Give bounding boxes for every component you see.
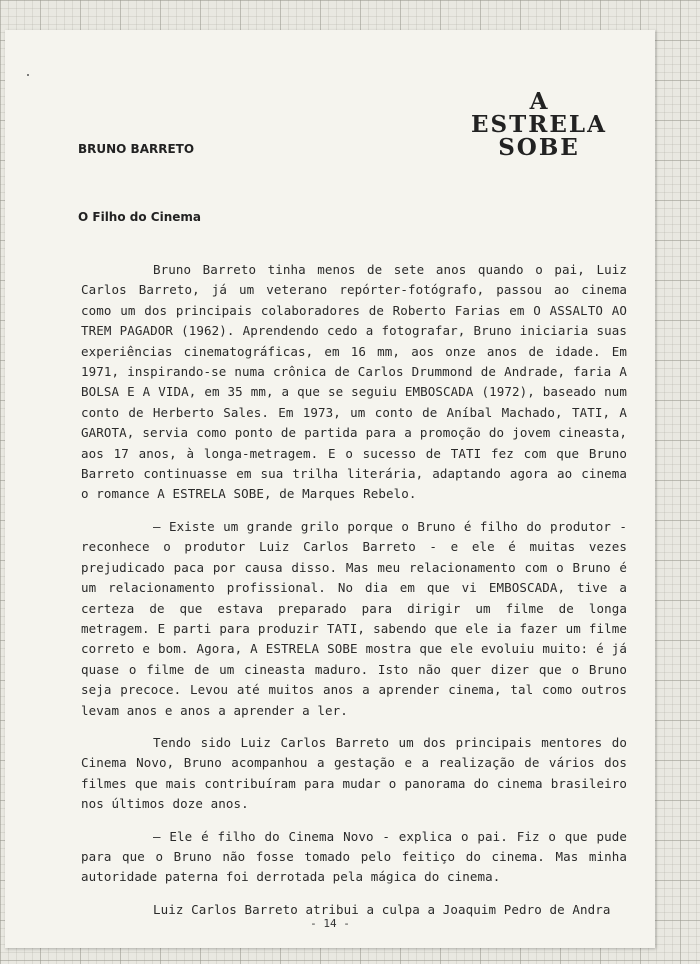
typed-page [5, 30, 655, 948]
paper-speck [27, 74, 29, 76]
title-logo [467, 90, 611, 159]
paragraph-2: — Existe um grande grilo porque o Bruno é filho do produtor - reconhece o produtor Luiz Carlos Barreto - e ele é muitas vezes prejudicado paca por causa disso. Mas meu relacionamento com o Bruno é um relacionamento profissional. No dia em que vi EMBOSCADA, tive a certeza de que estava preparado para dirigir um filme de longa metragem. E parti para produzir TATI, sabendo que ele ia fazer um filme correto e bom. Agora, A ESTRELA SOBE mostra que ele evoluiu muito: é já quase o filme de um cineasta maduro. Isto não quer dizer que o Bruno seja precoce. Levou até muitos anos a aprender cinema, tal como outros levam anos e anos a aprender a ler. [81, 518, 627, 718]
title-line-3: SOBE [498, 134, 580, 161]
title-line-2: ESTRELA [471, 111, 607, 138]
paragraph-5: Luiz Carlos Barreto atribui a culpa a Joaquim Pedro de Andra [153, 901, 611, 917]
paragraph-3: Tendo sido Luiz Carlos Barreto um dos principais mentores do Cinema Novo, Bruno acompanhou a gestação e a realização de vários dos filmes que mais contribuíram para mudar o panorama do cinema brasileiro nos últimos doze anos. [81, 734, 627, 812]
author-heading: BRUNO BARRETO [78, 142, 195, 156]
paragraph-1: Bruno Barreto tinha menos de sete anos quando o pai, Luiz Carlos Barreto, já um veterano repórter-fotógrafo, passou ao cinema como um dos principais colaboradores de Roberto Farias em O ASSALTO AO TREM PAGADOR (1962). Aprendendo cedo a fotografar, Bruno iniciaria suas experiências cinematográficas, em 16 mm, aos onze anos de idade. Em 1971, inspirando-se numa crônica de Carlos Drummond de Andrade, faria A BOLSA E A VIDA, em 35 mm, a que se seguiu EMBOSCADA (1972), baseado num conto de Herberto Sales. Em 1973, um conto de Aníbal Machado, TATI, A GAROTA, servia como ponto de partida para a promoção do jovem cineasta, aos 17 anos, à longa-metragem. E o sucesso de TATI fez com que Bruno Barreto continuasse em sua trilha literária, adaptando agora ao cinema o romance A ESTRELA SOBE, de Marques Rebelo. [81, 262, 627, 502]
paragraph-4: — Ele é filho do Cinema Novo - explica o pai. Fiz o que pude para que o Bruno não fosse tomado pelo feitiço do cinema. Mas minha autoridade paterna foi derrotada pela mágica do cinema. [81, 828, 627, 885]
body-text [81, 260, 627, 932]
section-title: O Filho do Cinema [78, 210, 201, 224]
page-number: - 14 - [310, 917, 350, 930]
title-line-1: A [529, 88, 549, 115]
